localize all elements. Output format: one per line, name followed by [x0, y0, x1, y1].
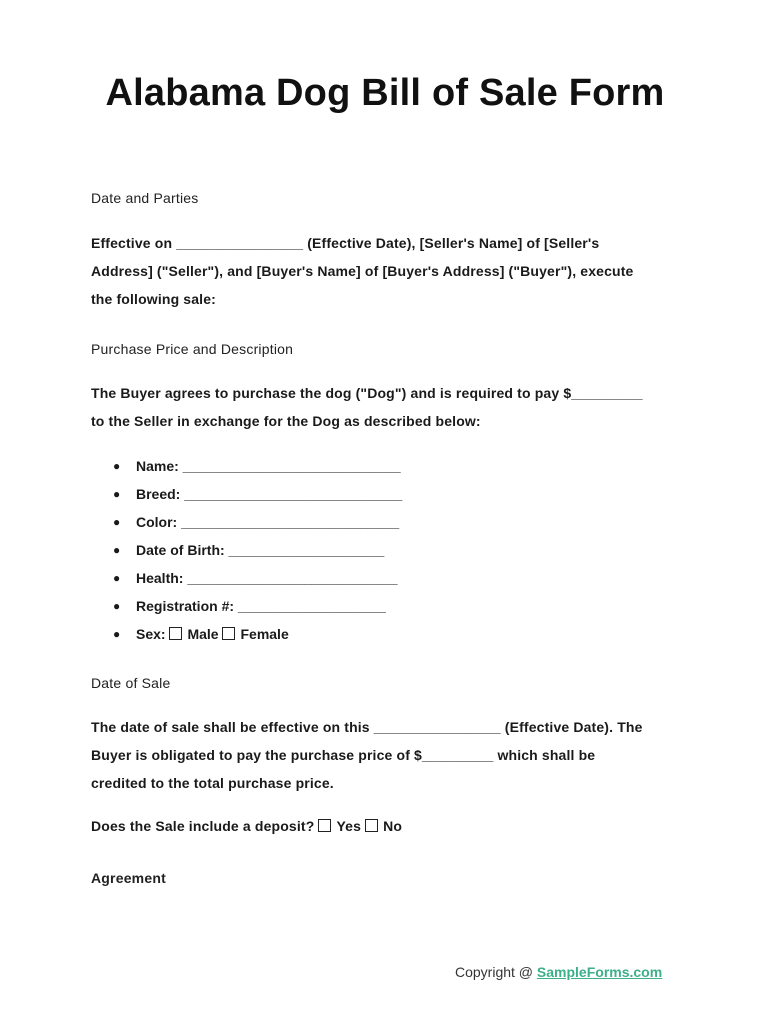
no-option-label: No [383, 818, 403, 834]
list-item [91, 536, 402, 564]
bullet-icon: ● [113, 543, 121, 557]
deposit-line [91, 812, 691, 840]
sex-label: Sex: [136, 626, 166, 642]
section-heading-agreement: Agreement [91, 870, 166, 886]
dog-dob-field[interactable]: Date of Birth: ____________________ [136, 542, 385, 558]
bullet-icon: ● [113, 487, 121, 501]
text-line: Effective on ________________ (Effective Date), [Seller's Name] of [Seller's [91, 235, 600, 251]
text-line: credited to the total purchase price. [91, 775, 334, 791]
text-line: Address] ("Seller"), and [Buyer's Name] of [Buyer's Address] ("Buyer"), execute [91, 263, 634, 279]
yes-option-label: Yes [336, 818, 362, 834]
text-line: to the Seller in exchange for the Dog as described below: [91, 413, 481, 429]
date-of-sale-paragraph [91, 713, 691, 797]
list-item [91, 620, 402, 648]
brand-link[interactable]: SampleForms.com [536, 964, 663, 980]
bullet-icon: ● [113, 515, 121, 529]
dog-color-field[interactable]: Color: ____________________________ [136, 514, 400, 530]
deposit-yes-checkbox[interactable] [318, 819, 331, 832]
section-heading-date-of-sale: Date of Sale [91, 675, 171, 691]
list-item [91, 452, 402, 480]
section-heading-price: Purchase Price and Description [91, 341, 294, 357]
copyright-text: Copyright @ [455, 964, 537, 980]
text-line: The Buyer agrees to purchase the dog ("Dog") and is required to pay $_________ [91, 385, 643, 401]
male-option-label: Male [187, 626, 219, 642]
price-paragraph [91, 379, 691, 435]
bullet-icon: ● [113, 627, 121, 641]
dog-registration-field[interactable]: Registration #: ___________________ [136, 598, 386, 614]
dog-name-field[interactable]: Name: ____________________________ [136, 458, 401, 474]
text-line: The date of sale shall be effective on this ________________ (Effective Date). The [91, 719, 643, 735]
deposit-question: Does the Sale include a deposit? [91, 818, 315, 834]
dog-health-field[interactable]: Health: ___________________________ [136, 570, 398, 586]
dog-description-list [91, 452, 402, 648]
bullet-icon: ● [113, 599, 121, 613]
list-item [91, 592, 402, 620]
list-item [91, 480, 402, 508]
parties-paragraph [91, 229, 691, 313]
footer-copyright [455, 964, 662, 980]
section-heading-date-parties: Date and Parties [91, 190, 199, 206]
dog-breed-field[interactable]: Breed: ____________________________ [136, 486, 403, 502]
document-title: Alabama Dog Bill of Sale Form [105, 72, 665, 114]
male-checkbox[interactable] [169, 627, 182, 640]
text-line: Buyer is obligated to pay the purchase price of $_________ which shall be [91, 747, 596, 763]
deposit-question-row [91, 812, 691, 840]
female-option-label: Female [240, 626, 289, 642]
female-checkbox[interactable] [222, 627, 235, 640]
list-item [91, 564, 402, 592]
bullet-icon: ● [113, 571, 121, 585]
text-line: the following sale: [91, 291, 216, 307]
bullet-icon: ● [113, 459, 121, 473]
list-item [91, 508, 402, 536]
deposit-no-checkbox[interactable] [365, 819, 378, 832]
